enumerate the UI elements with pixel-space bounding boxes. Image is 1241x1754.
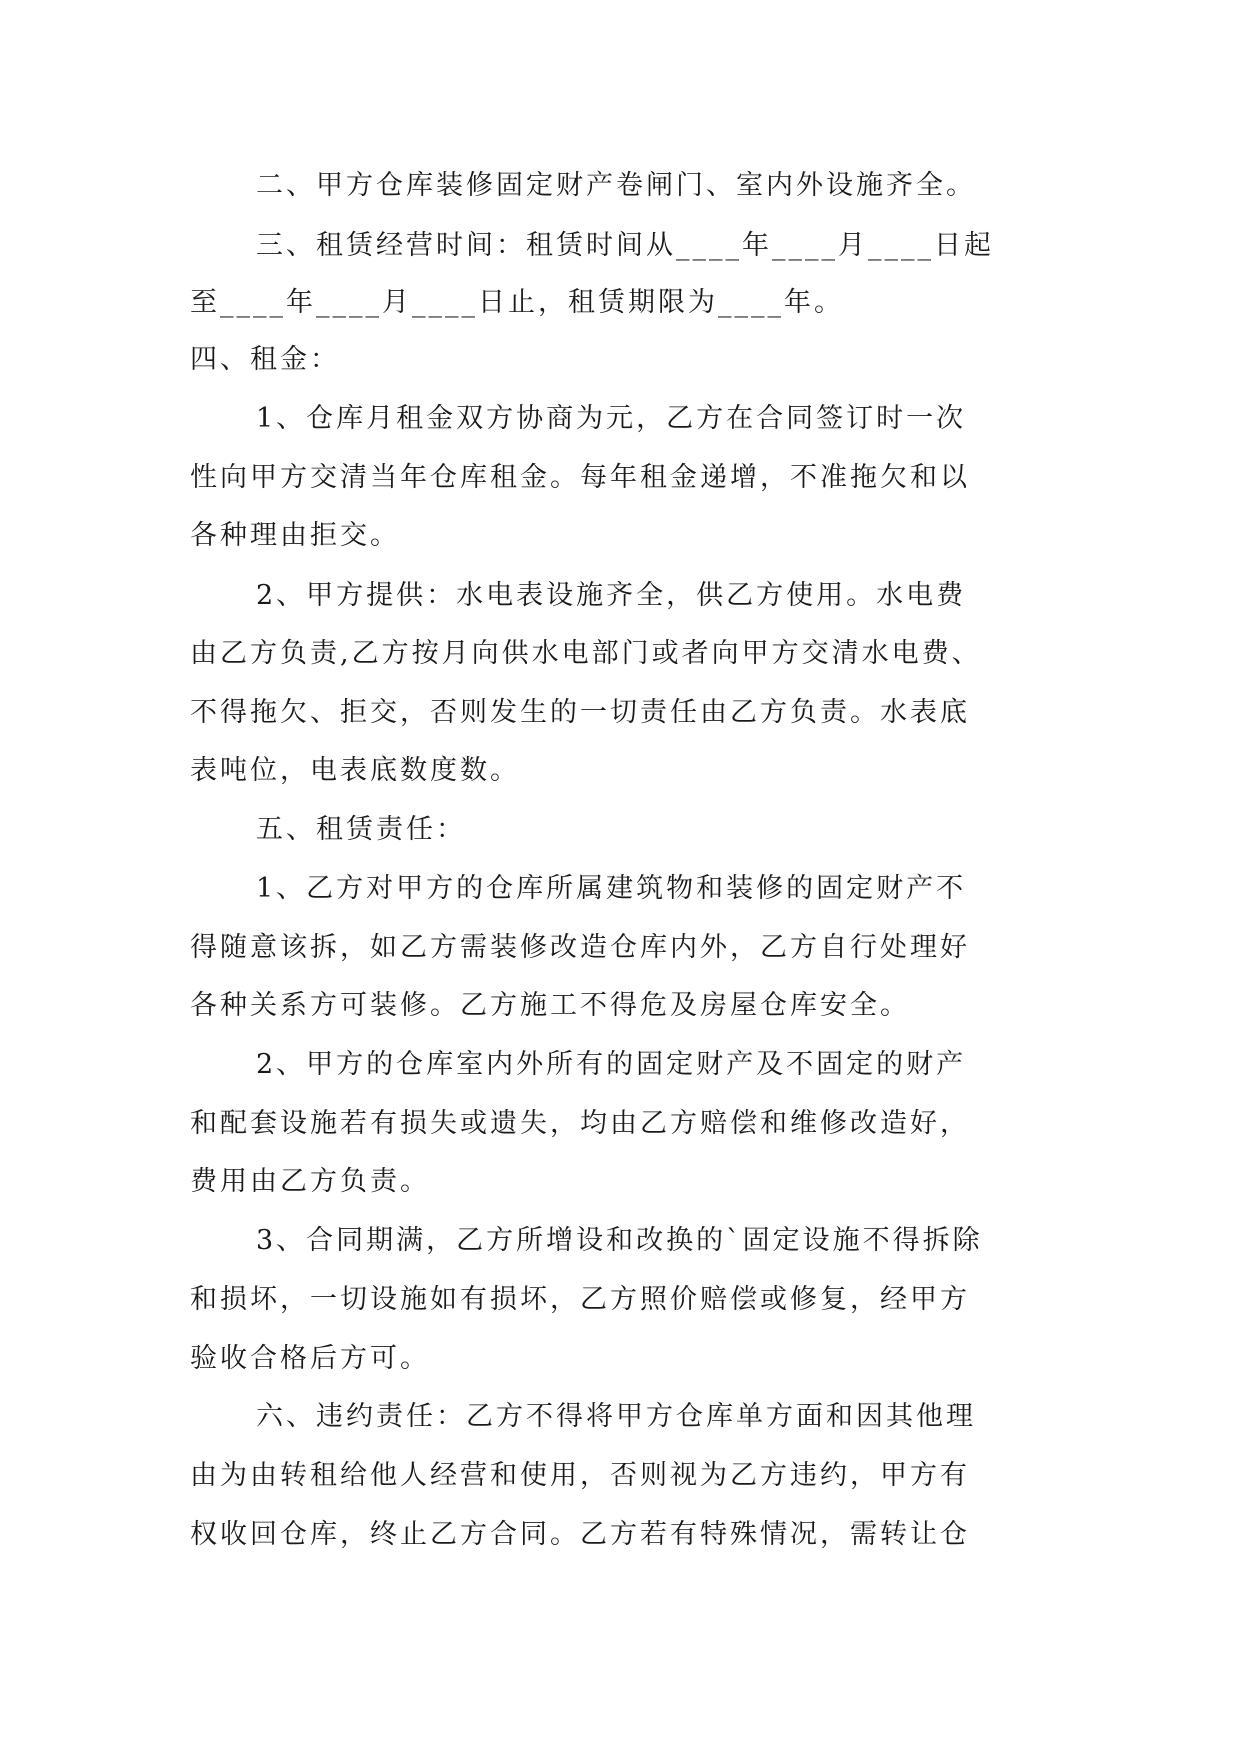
text-line: 二、甲方仓库装修固定财产卷闸门、室内外设施齐全。 — [256, 170, 976, 201]
text-line: 由乙方负责,乙方按月向供水电部门或者向甲方交清水电费、 — [190, 638, 982, 669]
section-heading: 五、租赁责任： — [256, 814, 466, 845]
text-line: 2、甲方的仓库室内外所有的固定财产及不固定的财产 — [256, 1049, 967, 1080]
text-line: 由为由转租给他人经营和使用，否则视为乙方违约，甲方有 — [190, 1460, 970, 1491]
text-line: 得随意该拆，如乙方需装修改造仓库内外，乙方自行处理好 — [190, 932, 970, 963]
text-line: 六、违约责任：乙方不得将甲方仓库单方面和因其他理 — [256, 1401, 976, 1432]
section-heading: 四、租金： — [190, 344, 340, 375]
text-line: 和配套设施若有损失或遗失，均由乙方赔偿和维修改造好， — [190, 1108, 970, 1139]
text-line: 1、仓库月租金双方协商为元，乙方在合同签订时一次 — [256, 403, 967, 434]
text-line: 费用由乙方负责。 — [190, 1166, 430, 1197]
text-line: 性向甲方交清当年仓库租金。每年租金递增，不准拖欠和以 — [190, 462, 970, 493]
text-line: 权收回仓库，终止乙方合同。乙方若有特殊情况，需转让仓 — [190, 1519, 970, 1550]
text-line: 表吨位，电表底数度数。 — [190, 755, 520, 786]
text-line: 不得拖欠、拒交，否则发生的一切责任由乙方负责。水表底 — [190, 697, 970, 728]
text-line: 3、合同期满，乙方所增设和改换的`固定设施不得拆除 — [256, 1225, 983, 1256]
text-line: 2、甲方提供：水电表设施齐全，供乙方使用。水电费 — [256, 580, 967, 611]
text-line: 至____年____月____日止，租赁期限为____年。 — [190, 287, 844, 318]
text-line: 1、乙方对甲方的仓库所属建筑物和装修的固定财产不 — [256, 873, 967, 904]
text-line: 各种关系方可装修。乙方施工不得危及房屋仓库安全。 — [190, 990, 910, 1021]
text-line: 和损坏，一切设施如有损坏，乙方照价赔偿或修复，经甲方 — [190, 1284, 970, 1315]
text-line: 验收合格后方可。 — [190, 1343, 430, 1374]
text-line: 三、租赁经营时间：租赁时间从____年____月____日起 — [256, 230, 994, 261]
text-line: 各种理由拒交。 — [190, 520, 400, 551]
